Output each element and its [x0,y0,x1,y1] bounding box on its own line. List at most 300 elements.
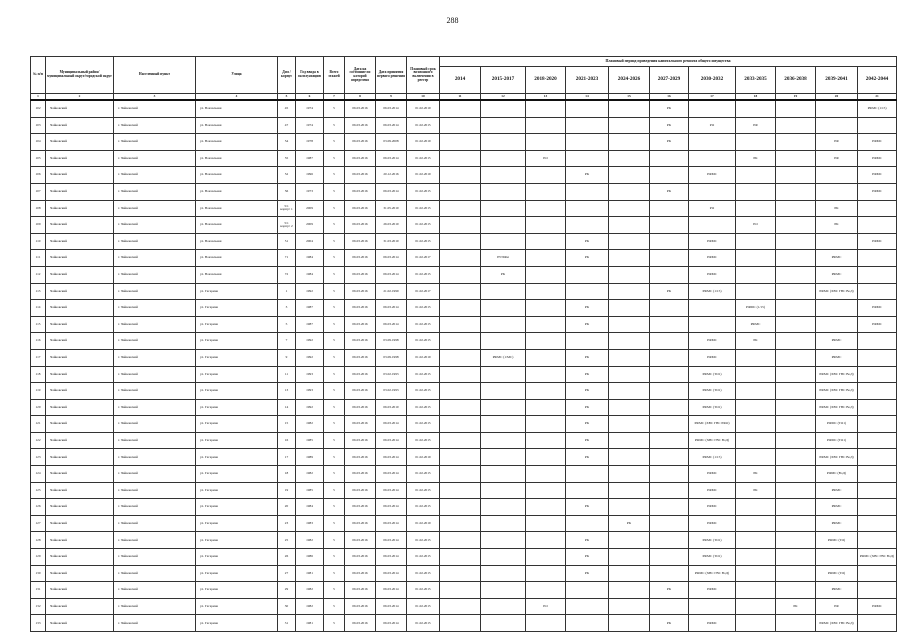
header-year-2033-2035: 2033-2035 [736,67,776,94]
plan-cell-19 [776,333,816,350]
plan-cell-16 [650,167,689,184]
plan-cell-20: РФМС (ТО1) [816,432,858,449]
house-number: 72 [278,266,296,283]
first-decision-date: 06.03.2014 [376,117,407,134]
plan-cell-21: РФМС [858,150,897,167]
plan-cell-17: РФМС [689,515,736,532]
condition-date: 06.03.2016 [345,217,376,234]
house-number: 27 [278,565,296,582]
plan-cell-16 [650,333,689,350]
row-number: 128 [31,532,46,549]
house-number: 29 [278,582,296,599]
plan-cell-18 [736,499,776,516]
column-number: 14 [566,94,609,101]
plan-cell-18 [736,515,776,532]
plan-cell-14: РК [566,250,609,267]
row-number: 122 [31,432,46,449]
plan-cell-13 [526,183,566,200]
plan-cell-11 [440,615,481,632]
plan-cell-18: РФМС (1/15) [736,300,776,317]
plan-cell-20 [816,549,858,566]
plan-cell-19 [776,316,816,333]
street: ул. Вокзальная [196,134,278,151]
plan-cell-17: РФМС (ТО1) [689,532,736,549]
plan-cell-11 [440,100,481,117]
plan-cell-18 [736,233,776,250]
plan-cell-13 [526,134,566,151]
plan-cell-13 [526,117,566,134]
year-built: 1978 [296,134,324,151]
condition-date: 06.03.2016 [345,582,376,599]
locality: г. Чайковский [114,499,196,516]
plan-cell-20 [816,167,858,184]
plan-cell-16 [650,565,689,582]
plan-cell-17 [689,598,736,615]
house-number: 52 [278,167,296,184]
plan-cell-17 [689,316,736,333]
header-year-2030-2032: 2030-2032 [689,67,736,94]
plan-cell-20 [816,183,858,200]
plan-cell-15 [609,117,650,134]
locality: г. Чайковский [114,300,196,317]
first-decision-date: 03.09.2008 [376,134,407,151]
municipality: Чайковский [46,598,114,615]
plan-cell-12 [481,399,526,416]
first-decision-date: 26.03.2010 [376,217,407,234]
condition-date: 06.03.2016 [345,233,376,250]
floors: 5 [324,449,345,466]
municipality: Чайковский [46,549,114,566]
year-built: 1993 [296,383,324,400]
condition-date: 06.03.2016 [345,466,376,483]
column-number: 3 [114,94,196,101]
plan-cell-12 [481,416,526,433]
plan-cell-14 [566,150,609,167]
plan-cell-19 [776,200,816,217]
plan-cell-13 [526,333,566,350]
plan-cell-13 [526,615,566,632]
house-number: 55 [278,150,296,167]
year-built: 1982 [296,466,324,483]
first-decision-date: 06.03.2014 [376,582,407,599]
column-number: 1 [31,94,46,101]
municipality: Чайковский [46,466,114,483]
plan-cell-13 [526,432,566,449]
floors: 5 [324,532,345,549]
plan-cell-19 [776,565,816,582]
plan-cell-16 [650,432,689,449]
plan-cell-18 [736,532,776,549]
plan-cell-17: РФМС [689,499,736,516]
floors: 5 [324,399,345,416]
plan-cell-20: РФМС (ТО) [816,532,858,549]
plan-cell-12 [481,117,526,134]
plan-cell-12 [481,150,526,167]
year-built: 1987 [296,300,324,317]
plan-cell-17 [689,100,736,117]
plan-cell-20: РК [816,200,858,217]
header-year-2014: 2014 [440,67,481,94]
municipality: Чайковский [46,167,114,184]
table-row [31,482,897,499]
plan-cell-13 [526,449,566,466]
plan-cell-14: РК [566,167,609,184]
plan-cell-14: РК [566,449,609,466]
plan-cell-12 [481,233,526,250]
plan-cell-11 [440,416,481,433]
plan-cell-21 [858,499,897,516]
first-decision-date: 06.03.2014 [376,100,407,117]
municipality: Чайковский [46,100,114,117]
plan-cell-20: РФМС (ХВС ГВС ВоД) [816,283,858,300]
plan-cell-11 [440,316,481,333]
plan-cell-19 [776,300,816,317]
plan-cell-15 [609,416,650,433]
street: ул. Гагарина [196,615,278,632]
plan-cell-21 [858,482,897,499]
plan-cell-11 [440,432,481,449]
row-number: 109 [31,217,46,234]
locality: г. Чайковский [114,416,196,433]
house-number: 5 [278,316,296,333]
plan-cell-14: РК [566,432,609,449]
locality: г. Чайковский [114,183,196,200]
header-house: Дом / корпус [278,57,296,94]
row-number: 118 [31,366,46,383]
table-row [31,549,897,566]
locality: г. Чайковский [114,250,196,267]
first-decision-date: 06.03.2014 [376,416,407,433]
plan-cell-18 [736,366,776,383]
condition-date: 06.03.2016 [345,399,376,416]
plan-cell-11 [440,183,481,200]
plan-cell-17: РФМС [689,266,736,283]
row-number: 129 [31,549,46,566]
plan-cell-19 [776,283,816,300]
table-row [31,349,897,366]
plan-cell-19 [776,416,816,433]
column-number: 5 [278,94,296,101]
plan-cell-16 [650,233,689,250]
plan-cell-19 [776,233,816,250]
street: ул. Гагарина [196,399,278,416]
column-number: 9 [376,94,407,101]
year-built: 1985 [296,432,324,449]
first-decision-date: 06.03.2014 [376,449,407,466]
condition-date: 06.03.2016 [345,333,376,350]
first-decision-date: 03.02.1993 [376,383,407,400]
regional-date: 01.02.2015 [407,233,440,250]
street: ул. Гагарина [196,499,278,516]
plan-cell-16 [650,466,689,483]
plan-cell-14 [566,615,609,632]
header-year-2039-2041: 2039-2041 [816,67,858,94]
plan-cell-21: РФМС (ХВС ГВС ВоД) [858,549,897,566]
regional-date: 01.02.2015 [407,466,440,483]
regional-date: 01.02.2019 [407,349,440,366]
floors: 5 [324,167,345,184]
plan-cell-16 [650,399,689,416]
street: ул. Гагарина [196,598,278,615]
plan-cell-11 [440,250,481,267]
condition-date: 06.03.2016 [345,183,376,200]
plan-cell-13 [526,250,566,267]
municipality: Чайковский [46,515,114,532]
street: ул. Вокзальная [196,117,278,134]
street: ул. Гагарина [196,283,278,300]
plan-cell-15 [609,200,650,217]
column-number: 4 [196,94,278,101]
column-number: 16 [650,94,689,101]
plan-cell-17: РФМС [689,233,736,250]
plan-cell-21: РФМС [858,316,897,333]
column-number: 13 [526,94,566,101]
plan-cell-19 [776,183,816,200]
regional-date: 01.02.2015 [407,183,440,200]
plan-cell-11 [440,266,481,283]
plan-cell-18: РК [736,150,776,167]
header-street: Улица [196,57,278,94]
first-decision-date: 03.02.1993 [376,366,407,383]
plan-cell-19 [776,549,816,566]
year-built: 1982 [296,598,324,615]
regional-date: 01.02.2019 [407,449,440,466]
year-built: 1974 [296,117,324,134]
year-built: 1982 [296,532,324,549]
plan-cell-18 [736,100,776,117]
street: ул. Гагарина [196,515,278,532]
plan-cell-16 [650,316,689,333]
plan-cell-15 [609,432,650,449]
plan-cell-13 [526,217,566,234]
table-row [31,383,897,400]
municipality: Чайковский [46,432,114,449]
plan-cell-18 [736,250,776,267]
regional-date: 01.02.2015 [407,598,440,615]
municipality: Чайковский [46,499,114,516]
plan-cell-16 [650,499,689,516]
municipality: Чайковский [46,117,114,134]
regional-date: 01.02.2015 [407,366,440,383]
plan-cell-14: РК [566,316,609,333]
table-row [31,316,897,333]
municipality: Чайковский [46,349,114,366]
street: ул. Гагарина [196,316,278,333]
year-built: 1986 [296,549,324,566]
condition-date: 06.03.2016 [345,383,376,400]
street: ул. Гагарина [196,300,278,317]
plan-cell-21 [858,349,897,366]
plan-cell-18 [736,167,776,184]
row-number: 124 [31,466,46,483]
plan-cell-11 [440,466,481,483]
plan-cell-15 [609,366,650,383]
plan-cell-16 [650,449,689,466]
plan-cell-12 [481,333,526,350]
plan-cell-20: РФМС [816,333,858,350]
condition-date: 06.03.2016 [345,432,376,449]
table-row [31,582,897,599]
plan-cell-21 [858,200,897,217]
table-row [31,283,897,300]
row-number: 127 [31,515,46,532]
house-number: 30 [278,598,296,615]
municipality: Чайковский [46,449,114,466]
plan-cell-17: РФМС (ХВС ГВС ВоД) [689,432,736,449]
year-built: 1974 [296,100,324,117]
plan-cell-16 [650,416,689,433]
table-row [31,449,897,466]
plan-cell-14: РК [566,300,609,317]
plan-cell-11 [440,366,481,383]
house-number: 51 [278,233,296,250]
plan-cell-13 [526,366,566,383]
plan-cell-15 [609,349,650,366]
regional-date: 01.02.2015 [407,117,440,134]
plan-cell-17: РФМС (1/15) [689,449,736,466]
plan-cell-14 [566,217,609,234]
column-number: 10 [407,94,440,101]
header-plan-period: Плановый период проведения капитального ремонта общего имущества [440,57,897,67]
house-number: 45 [278,100,296,117]
plan-cell-11 [440,549,481,566]
plan-cell-15 [609,183,650,200]
plan-cell-12 [481,499,526,516]
regional-date: 01.02.2019 [407,515,440,532]
plan-cell-16 [650,250,689,267]
plan-cell-14 [566,466,609,483]
regional-date: 01.02.2019 [407,167,440,184]
locality: г. Чайковский [114,482,196,499]
first-decision-date: 31.05.2010 [376,200,407,217]
street: ул. Гагарина [196,366,278,383]
municipality: Чайковский [46,383,114,400]
plan-cell-18 [736,399,776,416]
floors: 5 [324,549,345,566]
plan-cell-16: РК [650,134,689,151]
plan-cell-15 [609,316,650,333]
municipality: Чайковский [46,250,114,267]
plan-cell-18 [736,565,776,582]
floors: 5 [324,565,345,582]
municipality: Чайковский [46,399,114,416]
house-number: 19 [278,482,296,499]
municipality: Чайковский [46,200,114,217]
plan-cell-17: РФМС (ХВС ГВС ВоД) [689,565,736,582]
plan-cell-18 [736,349,776,366]
plan-cell-14: РК [566,416,609,433]
plan-cell-15 [609,615,650,632]
regional-date: 01.02.2015 [407,316,440,333]
plan-cell-16 [650,598,689,615]
plan-cell-11 [440,217,481,234]
plan-cell-11 [440,399,481,416]
header-condition-date: Дата на состояние по которой определено [345,57,376,94]
plan-cell-15 [609,482,650,499]
floors: 5 [324,366,345,383]
plan-cell-20 [816,100,858,117]
plan-cell-19 [776,449,816,466]
regional-date: 01.02.2015 [407,615,440,632]
street: ул. Гагарина [196,549,278,566]
plan-cell-19 [776,134,816,151]
street: ул. Вокзальная [196,183,278,200]
first-decision-date: 06.03.2014 [376,432,407,449]
house-number: 20 [278,499,296,516]
plan-cell-15 [609,582,650,599]
plan-cell-17: РФМС (1/15) [689,283,736,300]
plan-cell-11 [440,200,481,217]
table-row [31,217,897,234]
row-number: 103 [31,117,46,134]
floors: 5 [324,150,345,167]
street: ул. Вокзальная [196,217,278,234]
plan-cell-11 [440,117,481,134]
plan-cell-14: РК [566,233,609,250]
plan-cell-16 [650,549,689,566]
header-floors: Всего этажей [324,57,345,94]
plan-cell-20: РФМС [816,349,858,366]
table-row [31,167,897,184]
floors: 5 [324,466,345,483]
first-decision-date: 06.03.2014 [376,482,407,499]
locality: г. Чайковский [114,615,196,632]
plan-cell-11 [440,499,481,516]
floors: 5 [324,482,345,499]
floors: 5 [324,383,345,400]
plan-cell-14: РК [566,399,609,416]
plan-cell-14 [566,598,609,615]
plan-cell-21 [858,565,897,582]
plan-cell-18 [736,183,776,200]
plan-cell-16 [650,383,689,400]
floors: 5 [324,200,345,217]
street: ул. Гагарина [196,449,278,466]
floors: 5 [324,134,345,151]
condition-date: 06.03.2016 [345,134,376,151]
year-built: 1982 [296,582,324,599]
plan-cell-13 [526,233,566,250]
table-row [31,300,897,317]
table-row [31,100,897,117]
row-number: 114 [31,300,46,317]
house-number: 23 [278,515,296,532]
plan-cell-16: РК [650,183,689,200]
municipality: Чайковский [46,482,114,499]
plan-cell-15 [609,399,650,416]
year-built: 1992 [296,349,324,366]
plan-cell-15 [609,333,650,350]
plan-cell-14 [566,266,609,283]
plan-cell-19 [776,399,816,416]
regional-date: 01.02.2015 [407,333,440,350]
floors: 5 [324,316,345,333]
plan-cell-18 [736,449,776,466]
first-decision-date: 20.12.2016 [376,167,407,184]
plan-cell-14 [566,200,609,217]
plan-cell-19 [776,366,816,383]
floors: 5 [324,250,345,267]
first-decision-date: 06.03.2014 [376,515,407,532]
header-year-built: Год ввода в эксплуатацию [296,57,324,94]
municipality: Чайковский [46,565,114,582]
row-number: 112 [31,266,46,283]
plan-cell-19 [776,100,816,117]
floors: 5 [324,515,345,532]
plan-cell-13: РО [526,598,566,615]
locality: г. Чайковский [114,565,196,582]
plan-cell-12 [481,183,526,200]
